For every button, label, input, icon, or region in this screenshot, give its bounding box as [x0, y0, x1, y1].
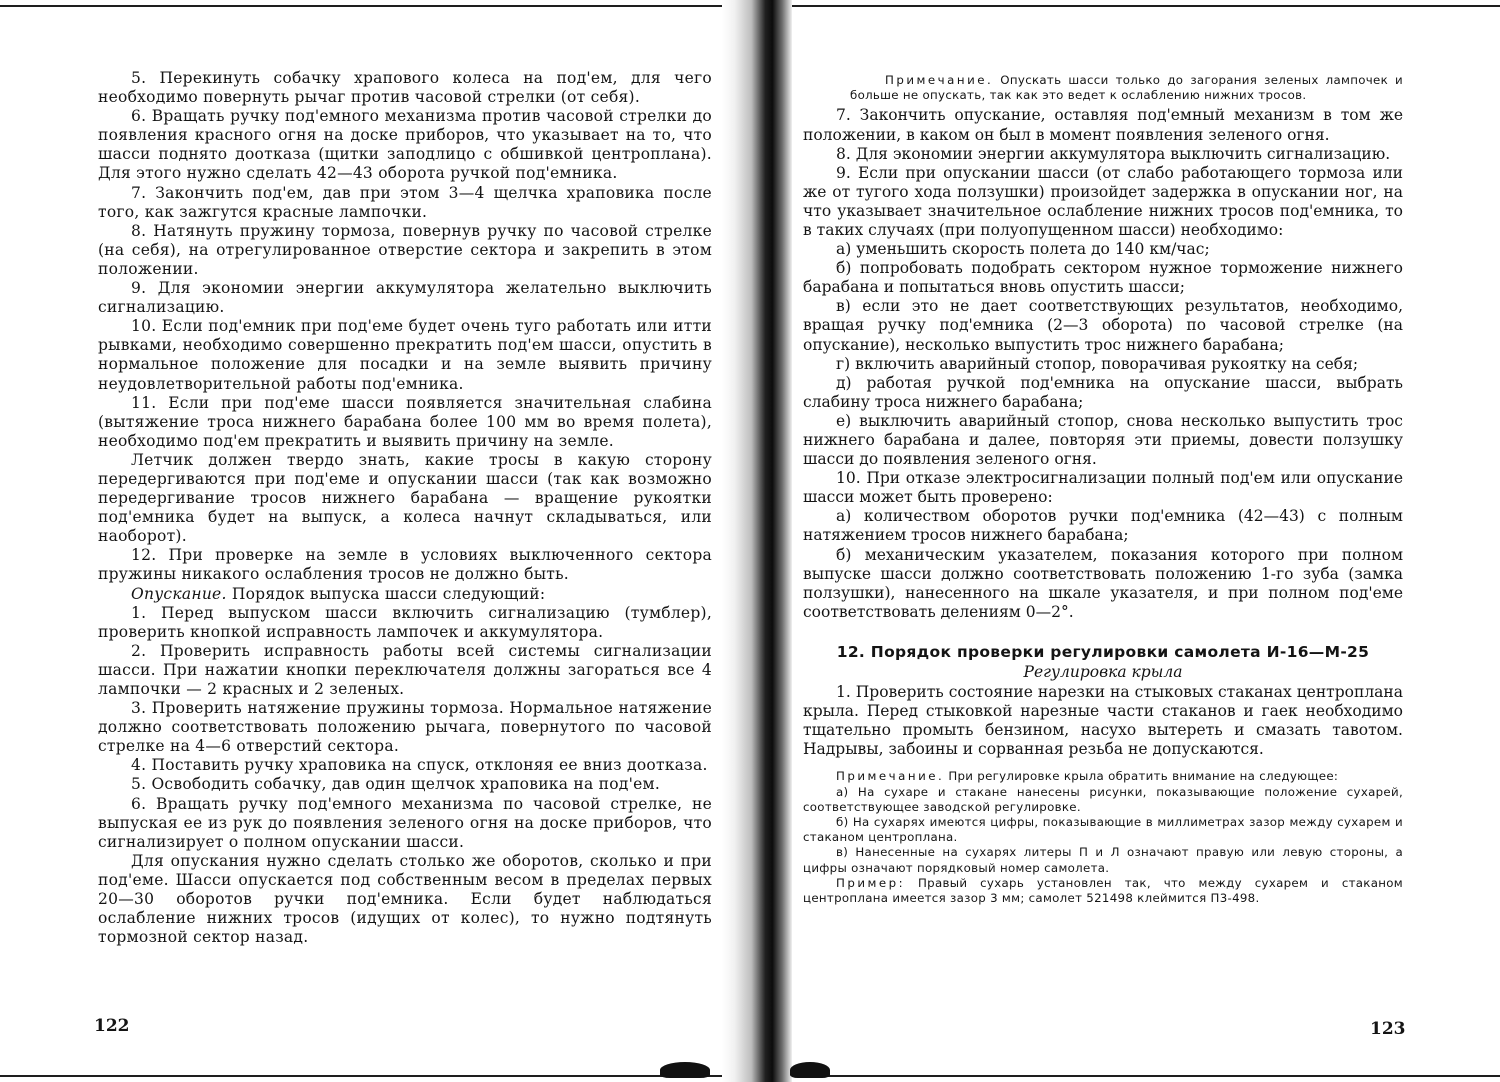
lowering-intro — [98, 585, 712, 604]
left-paragraph-5: 9. Для экономии энергии аккумулятора желательно выключить сигнализацию. — [98, 279, 712, 317]
right-paragraph-12: б) механическим указателем, показания которого при полном выпуске шасси должно соответствовать положению 1-го зуба (замка ползушки), нанесенного на шкале указателя, и при полном под'еме соответствовать делениям 0—2°. — [803, 545, 1403, 621]
section-subheading: Регулировка крыла — [1023, 662, 1183, 681]
example-text: Правый сухарь установлен так, что между сухарем и стаканом центроплана имеется зазор 3 мм; самолет 521498 клеймится П3-498. — [803, 875, 1403, 905]
right-paragraph-7: г) включить аварийный стопор, поворачивая рукоятку на себя; — [836, 354, 1359, 373]
note-bottom-item-1: а) На сухаре и стакане нанесены рисунки, показывающие положение сухарей, соответствующее заводской регулировке. — [803, 784, 1403, 814]
right-paragraph-10: 10. При отказе электросигнализации полный под'ем или опускание шасси может быть проверено: — [803, 469, 1403, 507]
right-paragraph-1: 7. Закончить опускание, оставляя под'емный механизм в том же положении, в каком он был в момент появления зеленого огня. — [803, 106, 1403, 144]
right-paragraph-6: в) если это не дает соответствующих результатов, необходимо, вращая ручку под'емника (2—3 оборота) по часовой стрелке (на опускание), несколько выпустить трос нижнего барабана; — [803, 297, 1403, 354]
lowering-title: Опускание. — [131, 584, 227, 603]
left-paragraph-2: 6. Вращать ручку под'емного механизма против часовой стрелки до появления красного огня на доске приборов, что указывает на то, что шасси поднято доотказа (щитки заподлицо с обшивкой центроплана). Для этого нужно сделать 42—43 оборота ручкой под'емника. — [98, 107, 712, 183]
lowering-step-7: Для опускания нужно сделать столько же оборотов, сколько и при под'еме. Шасси опускается под собственным весом в пределах первых 20—30 оборотов ручки под'емника. Если будет наблюдаться ослабление нижних тросов (идущих от колес), то нужно подтянуть тормозной сектор назад. — [98, 851, 712, 947]
example-label: Пример: — [836, 875, 906, 890]
section-heading: 12. Порядок проверки регулировки самолета И-16—М-25 — [836, 642, 1370, 661]
left-paragraph-7: 11. Если при под'еме шасси появляется значительная слабина (вытяжение троса нижнего барабана более 100 мм во время полета), необходимо под'ем прекратить и выявить причину на земле. — [98, 393, 712, 450]
note-bottom-label: Примечание. — [836, 769, 945, 784]
left-paragraph-9: 12. При проверке на земле в условиях выключенного сектора пружины никакого ослабления тросов не должно быть. — [98, 546, 712, 584]
book-spine-shadow — [722, 0, 792, 1082]
left-paragraph-3: 7. Закончить под'ем, дав при этом 3—4 щелчка храповика после того, как зажгутся красные лампочки. — [98, 183, 712, 221]
note-example — [803, 876, 1403, 906]
lowering-step-2: 2. Проверить исправность работы всей системы сигнализации шасси. При нажатии кнопки переключателя должны загораться все 4 лампочки — 2 красных и 2 зеленых. — [98, 641, 712, 698]
note-top-label: Примечание. — [885, 73, 994, 87]
right-paragraph-11: а) количеством оборотов ручки под'емника (42—43) с полным натяжением тросов нижнего барабана; — [803, 507, 1403, 545]
note-top — [850, 73, 1403, 103]
lowering-intro-text: Порядок выпуска шасси следующий: — [226, 584, 546, 603]
note-bottom-item-3: в) Нанесенные на сухарях литеры П и Л означают правую или левую стороны, а цифры означают порядковый номер самолета. — [803, 845, 1403, 875]
lowering-step-3: 3. Проверить натяжение пружины тормоза. Нормальное натяжение должно соответствовать положению рычага, повернутого по часовой стрелке на 4—6 отверстий сектора. — [98, 699, 712, 756]
right-paragraph-2: 8. Для экономии энергии аккумулятора выключить сигнализацию. — [836, 144, 1391, 163]
lowering-step-5: 5. Освободить собачку, дав один щелчок храповика на под'ем. — [131, 775, 661, 794]
page-number-right: 123 — [1370, 1019, 1406, 1039]
left-paragraph-1: 5. Перекинуть собачку храпового колеса на под'ем, для чего необходимо повернуть рычаг против часовой стрелки (от себя). — [98, 69, 712, 107]
left-paragraph-8: Летчик должен твердо знать, какие тросы в какую сторону передергиваются при под'еме и опускании шасси (так как возможно передергивание тросов нижнего барабана — вращение рукоятки под'емника будет на выпуск, а колеса начнут складываться, или наоборот). — [98, 450, 712, 546]
page-number-left: 122 — [94, 1016, 130, 1036]
lowering-step-4: 4. Поставить ручку храповика на спуск, отклоняя ее вниз доотказа. — [131, 756, 708, 775]
note-bottom — [803, 769, 1403, 784]
left-paragraph-6: 10. Если под'емник при под'еме будет очень туго работать или итти рывками, необходимо совершенно прекратить под'ем шасси, опустить в нормальное положение для посадки и на земле выявить причину неудовлетворительной работы под'емника. — [98, 317, 712, 393]
note-bottom-item-2: б) На сухарях имеются цифры, показывающие в миллиметрах зазор между сухарем и стаканом центроплана. — [803, 814, 1403, 845]
note-bottom-text: При регулировке крыла обратить внимание на следующее: — [944, 769, 1339, 784]
lowering-step-1: 1. Перед выпуском шасси включить сигнализацию (тумблер), проверить кнопкой исправность лампочек и аккумулятора. — [98, 603, 712, 641]
right-paragraph-4: а) уменьшить скорость полета до 140 км/час; — [836, 240, 1210, 259]
right-paragraph-5: б) попробовать подобрать сектором нужное торможение нижнего барабана и попытаться вновь опустить шасси; — [803, 259, 1403, 297]
left-page — [98, 0, 712, 1082]
left-paragraph-4: 8. Натянуть пружину тормоза, повернув ручку по часовой стрелке (на себя), на отрегулированное отверстие сектора и закрепить в этом положении. — [98, 221, 712, 278]
right-paragraph-8: д) работая ручкой под'емника на опускание шасси, выбрать слабину троса нижнего барабана; — [803, 373, 1403, 411]
note-top-text: Опускать шасси только до загорания зеленых лампочек и больше не опускать, так как это ведет к ослаблению нижних тросов. — [850, 73, 1403, 103]
right-paragraph-3: 9. Если при опускании шасси (от слабо работающего тормоза или же от тугого хода ползушки) произойдет задержка в опускании ног, на что указывает значительное ослабление нижних тросов под'емника, то в таких случаях (при полуопущенном шасси) необходимо: — [803, 163, 1403, 239]
section-paragraph: 1. Проверить состояние нарезки на стыковых стаканах центроплана крыла. Перед стыковкой нарезные части стаканов и гаек необходимо тщательно промыть бензином, насухо вытереть и смазать тавотом. Надрывы, забоины и сорванная резьба не допускаются. — [803, 682, 1403, 759]
lowering-step-6: 6. Вращать ручку под'емного механизма по часовой стрелке, не выпуская ее из рук до появления зеленого огня на доске приборов, что сигнализирует о полном опускании шасси. — [98, 794, 712, 851]
right-paragraph-9: е) выключить аварийный стопор, снова несколько выпустить трос нижнего барабана и далее, повторяя эти приемы, довести ползушку шасси до появления зеленого огня. — [803, 411, 1403, 469]
right-page — [803, 0, 1403, 1082]
